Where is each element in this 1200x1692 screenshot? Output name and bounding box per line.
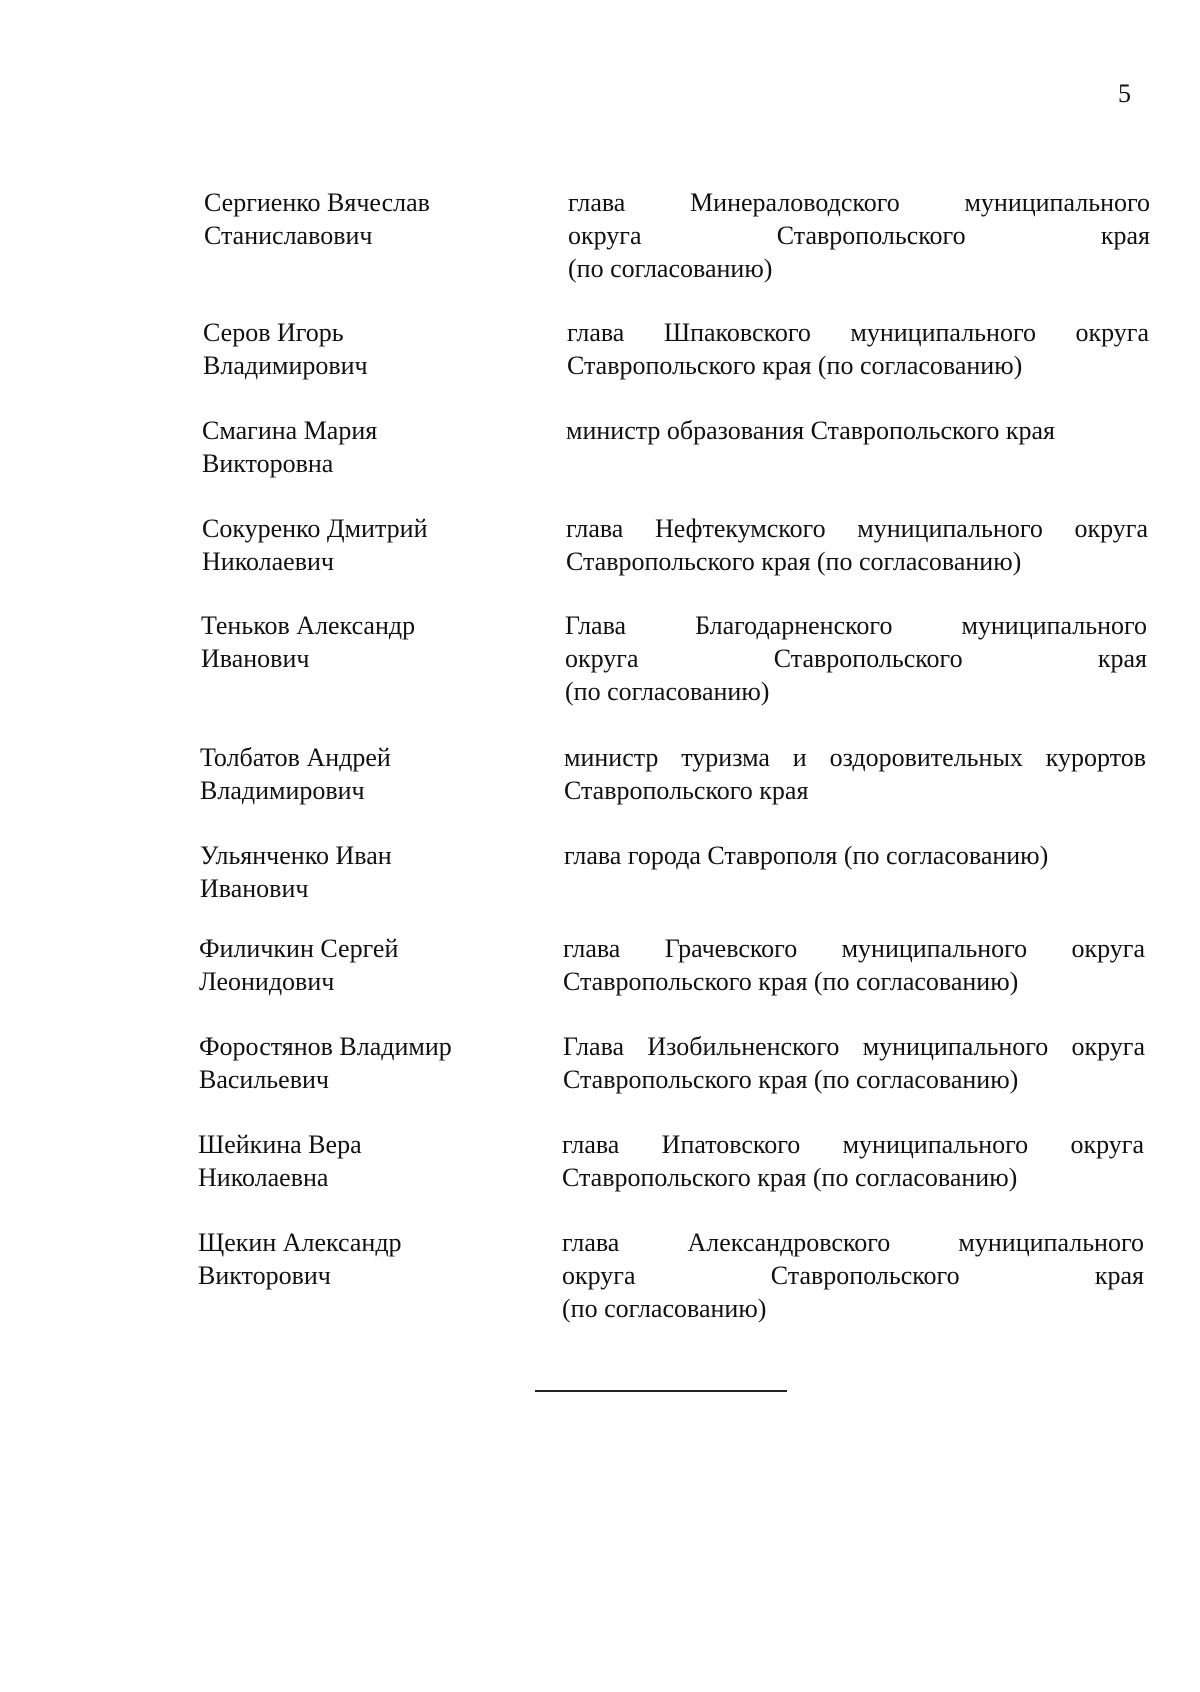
member-name bbox=[201, 609, 501, 675]
page-number: 5 bbox=[1118, 79, 1131, 108]
member-role bbox=[562, 1128, 1144, 1194]
member-surname-given: Шейкина Вера bbox=[198, 1130, 362, 1159]
role-line: (по согласованию) bbox=[568, 254, 773, 283]
member-patronymic: Николаевна bbox=[198, 1163, 329, 1192]
member-patronymic: Станиславович bbox=[204, 221, 373, 250]
member-surname-given: Теньков Александр bbox=[201, 611, 416, 640]
role-line: глава Минераловодского муниципального bbox=[568, 188, 1150, 217]
role-line: (по согласованию) bbox=[562, 1294, 767, 1323]
member-surname-given: Сокуренко Дмитрий bbox=[202, 514, 428, 543]
member-name bbox=[199, 932, 499, 998]
role-line: Ставропольского края (по согласованию) bbox=[562, 1163, 1018, 1192]
member-surname-given: Форостянов Владимир bbox=[199, 1032, 452, 1061]
role-line: Ставропольского края (по согласованию) bbox=[563, 1065, 1019, 1094]
member-surname-given: Щекин Александр bbox=[198, 1228, 402, 1257]
member-name bbox=[199, 1030, 499, 1096]
role-line: округа Ставропольского края bbox=[562, 1261, 1144, 1290]
role-line: округа Ставропольского края bbox=[568, 221, 1150, 250]
member-role bbox=[565, 609, 1147, 708]
role-line: Ставропольского края (по согласованию) bbox=[567, 351, 1023, 380]
member-role bbox=[568, 186, 1150, 285]
member-role bbox=[563, 1030, 1145, 1096]
role-line: глава Нефтекумского муниципального округа bbox=[566, 514, 1148, 543]
member-patronymic: Иванович bbox=[200, 874, 309, 903]
member-patronymic: Васильевич bbox=[199, 1065, 329, 1094]
member-patronymic: Викторович bbox=[198, 1261, 331, 1290]
member-role bbox=[564, 839, 1146, 872]
member-patronymic: Леонидович bbox=[199, 967, 335, 996]
member-name bbox=[200, 839, 500, 905]
member-surname-given: Смагина Мария bbox=[202, 416, 378, 445]
member-name bbox=[200, 741, 500, 807]
role-line: глава города Ставрополя (по согласованию) bbox=[564, 841, 1049, 870]
member-patronymic: Владимирович bbox=[200, 776, 365, 805]
member-name bbox=[204, 186, 504, 252]
role-line: глава Александровского муниципального bbox=[562, 1228, 1144, 1257]
role-line: глава Ипатовского муниципального округа bbox=[562, 1130, 1144, 1159]
member-surname-given: Ульянченко Иван bbox=[200, 841, 392, 870]
member-role bbox=[566, 512, 1148, 578]
member-role bbox=[563, 932, 1145, 998]
member-patronymic: Викторовна bbox=[202, 449, 334, 478]
member-name bbox=[202, 512, 502, 578]
member-name bbox=[203, 316, 503, 382]
member-role bbox=[562, 1226, 1144, 1325]
member-role bbox=[567, 316, 1149, 382]
member-role bbox=[566, 414, 1148, 447]
member-name bbox=[198, 1128, 498, 1194]
member-surname-given: Филичкин Сергей bbox=[199, 934, 399, 963]
role-line: Глава Благодарненского муниципального bbox=[565, 611, 1147, 640]
role-line: округа Ставропольского края bbox=[565, 644, 1147, 673]
member-name bbox=[198, 1226, 498, 1292]
closing-divider bbox=[535, 1390, 787, 1392]
role-line: министр образования Ставропольского края bbox=[566, 416, 1055, 445]
member-patronymic: Иванович bbox=[201, 644, 310, 673]
role-line: (по согласованию) bbox=[565, 677, 770, 706]
role-line: Ставропольского края bbox=[564, 776, 809, 805]
role-line: министр туризма и оздоровительных курортов bbox=[564, 743, 1146, 772]
member-surname-given: Сергиенко Вячеслав bbox=[204, 188, 430, 217]
member-patronymic: Владимирович bbox=[203, 351, 368, 380]
role-line: глава Шпаковского муниципального округа bbox=[567, 318, 1149, 347]
role-line: Глава Изобильненского муниципального округа bbox=[563, 1032, 1145, 1061]
role-line: Ставропольского края (по согласованию) bbox=[563, 967, 1019, 996]
role-line: Ставропольского края (по согласованию) bbox=[566, 547, 1022, 576]
role-line: глава Грачевского муниципального округа bbox=[563, 934, 1145, 963]
member-surname-given: Серов Игорь bbox=[203, 318, 344, 347]
member-surname-given: Толбатов Андрей bbox=[200, 743, 391, 772]
member-name bbox=[202, 414, 502, 480]
member-patronymic: Николаевич bbox=[202, 547, 334, 576]
member-role bbox=[564, 741, 1146, 807]
